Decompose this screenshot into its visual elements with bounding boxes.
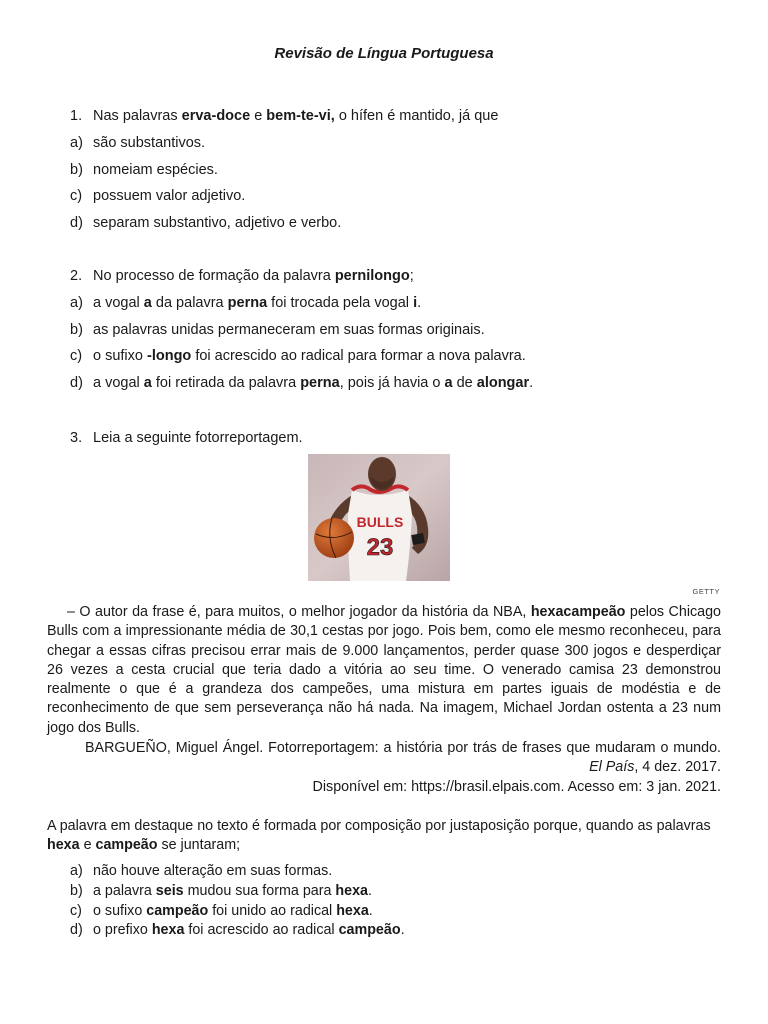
option-letter: a)	[70, 863, 83, 879]
option-text: .	[400, 922, 405, 938]
option-text: a palavra	[93, 883, 156, 899]
option-letter: a)	[70, 295, 83, 311]
paragraph-text: pelos Chicago Bulls com a impressionante média de 30,1 cestas por jogo. Pois bem, como ele mesmo reconheceu, para chegar a essas cifras precisou errar mais de 9.000 lançamentos, perder quase 300 jogos e desperdiçar 26 vezes a cesta crucial que teria dado a vitória ao seu time. O venerado camisa 23 demonstrou realmente o que é a grandeza dos campeões, uma mistura em partes iguais de modéstia e de reconhecimento de que sem perseverança não há nada. Na imagem, Michael Jordan ostenta a 23 num jogo dos Bulls.	[47, 604, 722, 736]
option-bold: seis	[155, 883, 184, 899]
reference-text: BARGUEÑO, Miguel Ángel. Fotorreportagem: a história por trás de frases que mudaram o mundo.	[85, 740, 721, 756]
option-letter: d)	[70, 922, 83, 938]
question-2-stem	[70, 268, 414, 284]
option-bold: alongar	[476, 375, 530, 391]
prompt-text: A palavra em destaque no texto é formada por composição por justaposição porque, quando as palavras	[47, 818, 711, 834]
question-3-stem	[70, 430, 303, 446]
option-bold: a	[444, 375, 453, 391]
option-text: .	[368, 903, 373, 919]
option-letter: b)	[70, 883, 83, 899]
option-bold: a	[143, 295, 152, 311]
reference-journal: El País	[589, 759, 635, 776]
stem-text: Nas palavras	[93, 108, 182, 124]
q1-option-c	[70, 188, 245, 204]
option-bold: a	[143, 375, 152, 391]
option-text: a vogal	[93, 295, 144, 311]
question-3-prompt	[47, 817, 721, 856]
option-letter: c)	[70, 348, 83, 364]
reference-url: Disponível em: https://brasil.elpais.com. Acesso em: 3 jan. 2021.	[312, 778, 721, 795]
option-bold: campeão	[146, 903, 209, 919]
option-letter: a)	[70, 135, 83, 151]
option-text: .	[417, 295, 422, 311]
option-letter: c)	[70, 903, 82, 919]
option-text: o sufixo	[93, 903, 147, 919]
q1-option-d	[70, 215, 341, 231]
stem-bold: pernilongo	[334, 268, 410, 284]
q2-option-b	[70, 322, 485, 338]
prompt-bold: hexa	[47, 837, 80, 854]
jersey-text: BULLS	[356, 514, 404, 530]
option-text: .	[368, 883, 372, 899]
q3-option-d	[70, 922, 405, 938]
stem-bold: erva-doce	[181, 108, 251, 124]
stem-text: Leia a seguinte fotorreportagem.	[93, 430, 303, 446]
q1-option-b	[70, 162, 218, 178]
prompt-text: se juntaram;	[157, 837, 241, 854]
option-bold: hexa	[151, 922, 185, 938]
q3-option-b	[70, 883, 372, 899]
option-text: foi unido ao radical	[208, 903, 337, 919]
option-text: de	[452, 375, 477, 391]
prompt-bold: campeão	[95, 837, 158, 854]
stem-text: No processo de formação da palavra	[93, 268, 335, 284]
option-text: nomeiam espécies.	[93, 162, 218, 178]
question-number: 2.	[70, 268, 83, 284]
option-text: , pois já havia o	[339, 375, 445, 391]
option-text: foi trocada pela vogal	[267, 295, 414, 311]
option-bold: i	[413, 295, 418, 311]
stem-bold: bem-te-vi,	[266, 108, 335, 124]
option-letter: c)	[70, 188, 83, 204]
basketball-player-photo	[308, 454, 450, 581]
option-text: possuem valor adjetivo.	[93, 188, 246, 204]
option-bold: perna	[300, 375, 340, 391]
stem-text: e	[250, 108, 267, 124]
q2-option-d	[70, 375, 533, 391]
option-letter: d)	[70, 375, 83, 391]
q2-option-c	[70, 348, 526, 364]
prompt-text: e	[79, 837, 96, 854]
q3-option-a	[70, 863, 332, 879]
option-text: foi retirada da palavra	[151, 375, 301, 391]
option-bold: hexa	[336, 903, 369, 919]
option-bold: perna	[227, 295, 268, 311]
option-text: foi acrescido ao radical para formar a nova palavra.	[191, 348, 526, 364]
option-letter: b)	[70, 162, 83, 178]
option-bold: -longo	[147, 348, 192, 364]
highlighted-word: hexacampeão	[530, 604, 626, 620]
question-number: 3.	[70, 430, 83, 446]
photo-credit: GETTY	[692, 587, 720, 596]
option-text: as palavras unidas permaneceram em suas formas originais.	[93, 322, 485, 338]
option-bold: campeão	[338, 922, 401, 938]
stem-text: o hífen é mantido, já que	[334, 108, 499, 124]
option-bold: hexa	[335, 883, 369, 899]
option-text: separam substantivo, adjetivo e verbo.	[93, 215, 342, 231]
question-number: 1.	[70, 108, 83, 124]
article-paragraph	[47, 603, 721, 738]
reference-line	[47, 739, 721, 778]
q1-option-a	[70, 135, 205, 151]
reference	[47, 739, 721, 797]
stem-text: ;	[409, 268, 414, 284]
paragraph-text: – O autor da frase é, para muitos, o melhor jogador da história da NBA,	[67, 604, 531, 620]
option-text: o prefixo	[93, 922, 152, 938]
reference-text: , 4 dez. 2017.	[634, 759, 721, 776]
q2-option-a	[70, 295, 421, 311]
question-1-stem	[70, 108, 498, 124]
option-letter: d)	[70, 215, 83, 231]
option-text: da palavra	[151, 295, 228, 311]
option-text: não houve alteração em suas formas.	[93, 863, 333, 879]
option-text: são substantivos.	[93, 135, 206, 151]
q3-option-c	[70, 903, 373, 919]
option-text: mudou sua forma para	[183, 883, 336, 899]
page-title: Revisão de Língua Portuguesa	[274, 45, 494, 62]
option-text: a vogal	[93, 375, 144, 391]
option-text: foi acrescido ao radical	[184, 922, 339, 938]
jersey-number: 23	[366, 534, 394, 561]
option-letter: b)	[70, 322, 83, 338]
option-text: o sufixo	[93, 348, 147, 364]
option-text: .	[529, 375, 534, 391]
